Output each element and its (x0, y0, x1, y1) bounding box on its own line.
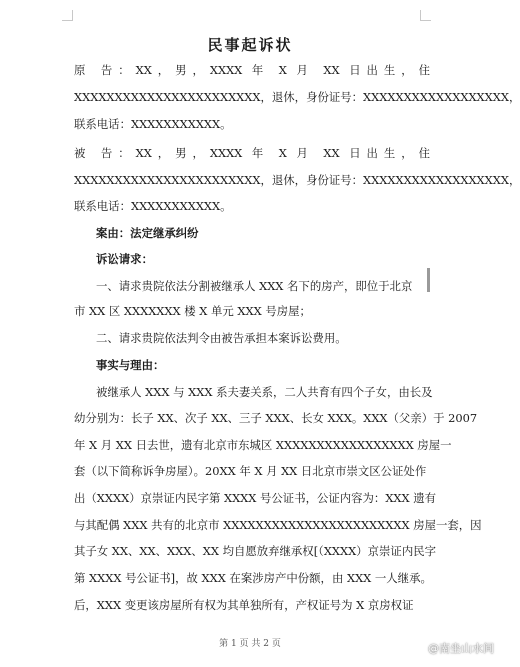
facts-heading: 事实与理由： (96, 358, 165, 372)
facts-line-8: 第 XXXX 号公证书]，故 XXX 在案涉房产中份额，由 XXX 一人继承。 (74, 571, 432, 585)
facts-line-4: 套（以下简称诉争房屋）。20XX 年 X 月 XX 日北京市崇文区公证处作 (74, 464, 427, 478)
text-cursor (427, 268, 430, 292)
page-footer: 第 1 页 共 2 页 (219, 639, 281, 649)
claims-heading: 诉讼请求： (96, 252, 153, 266)
cause-of-action: 案由：法定继承纠纷 (96, 226, 199, 240)
defendant-line-2: XXXXXXXXXXXXXXXXXXXXXXX，退休，身份证号：XXXXXXXXXXXXXXXXXX， (74, 173, 520, 187)
facts-line-3: 年 X 月 XX 日去世，遗有北京市东城区 XXXXXXXXXXXXXXXXX 房屋一 (74, 438, 452, 452)
plaintiff-line-3: 联系电话：XXXXXXXXXXX。 (74, 117, 232, 131)
facts-line-1: 被继承人 XXX 与 XXX 系夫妻关系，二人共育有四个子女，由长及 (96, 385, 433, 399)
claim-1-line-2: 市 XX 区 XXXXXXX 楼 X 单元 XXX 号房屋； (74, 304, 311, 318)
facts-line-7: 其子女 XX、XX、XXX、XX 均自愿放弃继承权[（XXXX）京崇证内民字 (74, 544, 436, 558)
defendant-line-3: 联系电话：XXXXXXXXXXX。 (74, 199, 232, 213)
plaintiff-line-2: XXXXXXXXXXXXXXXXXXXXXXX，退休，身份证号：XXXXXXXXXXXXXXXXXX， (74, 90, 520, 104)
facts-line-5: 出（XXXX）京崇证内民字第 XXXX 号公证书，公证内容为：XXX 遗有 (74, 491, 437, 505)
margin-corner-top-left (62, 10, 73, 21)
document-title: 民事起诉状 (207, 36, 293, 54)
margin-corner-top-right (420, 10, 431, 21)
claim-2: 二、请求贵院依法判令由被告承担本案诉讼费用。 (96, 331, 347, 345)
facts-line-9: 后，XXX 变更该房屋所有权为其单独所有，产权证号为 X 京房权证 (74, 598, 414, 612)
watermark: @南坐山水间 (428, 642, 494, 655)
defendant-line-1: 被 告：XX，男，XXXX 年 X 月 XX 日出生，住 (74, 146, 430, 160)
plaintiff-line-1: 原 告：XX，男，XXXX 年 X 月 XX 日出生，住 (74, 63, 430, 77)
facts-line-6: 与其配偶 XXX 共有的北京市 XXXXXXXXXXXXXXXXXXXXXXX 房屋一套，因 (74, 518, 482, 532)
claim-1-line-1: 一、请求贵院依法分割被继承人 XXX 名下的房产，即位于北京 (96, 279, 413, 293)
facts-line-2: 幼分别为：长子 XX、次子 XX、三子 XXX、长女 XXX。XXX（父亲）于 2007 (74, 411, 478, 425)
